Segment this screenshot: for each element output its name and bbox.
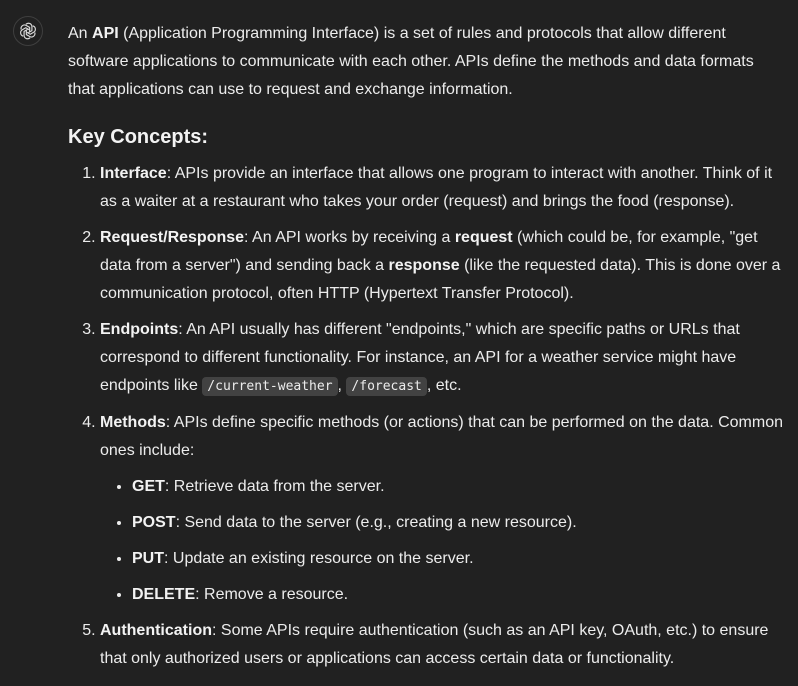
item-text: (which could be, for example, "get data from a server") and sending back a bbox=[100, 229, 758, 274]
method-name: POST bbox=[132, 514, 176, 531]
method-name: GET bbox=[132, 478, 165, 495]
intro-bold: API bbox=[92, 25, 119, 42]
method-desc: : Remove a resource. bbox=[195, 586, 349, 603]
method-desc: : Retrieve data from the server. bbox=[164, 478, 385, 495]
message-content bbox=[68, 20, 784, 681]
list-item-endpoints bbox=[100, 316, 784, 401]
intro-text-rest: (Application Programming Interface) is a set of rules and protocols that allow different software applications to communicate with each other. APIs define the methods and data formats that applications can use to request and exchange information. bbox=[68, 25, 754, 98]
method-item bbox=[132, 545, 784, 573]
methods-list bbox=[100, 473, 784, 609]
openai-logo-icon bbox=[18, 21, 38, 41]
item-text: : An API usually has different "endpoints," which are specific paths or URLs that correspond to different functionality. For instance, an API for a weather service might have endpoints like bbox=[100, 321, 740, 394]
method-name: DELETE bbox=[132, 586, 196, 603]
list-item-methods bbox=[100, 409, 784, 609]
method-item bbox=[132, 581, 784, 609]
list-item-interface bbox=[100, 160, 784, 216]
item-text: (like the requested data). This is done over a communication protocol, often HTTP (Hypertext Transfer Protocol). bbox=[100, 257, 781, 302]
section-heading: Key Concepts: bbox=[68, 126, 209, 148]
list-item-request-response bbox=[100, 224, 784, 308]
item-text: , etc. bbox=[426, 377, 462, 394]
concepts-list bbox=[68, 160, 784, 673]
item-bold: response bbox=[388, 257, 460, 274]
method-desc: : Send data to the server (e.g., creating a new resource). bbox=[175, 514, 577, 531]
inline-code: /forecast bbox=[346, 377, 426, 396]
item-text: : An API works by receiving a bbox=[244, 229, 455, 246]
intro-paragraph bbox=[68, 20, 784, 104]
method-item bbox=[132, 509, 784, 537]
assistant-avatar bbox=[13, 16, 43, 46]
item-text: : APIs provide an interface that allows one program to interact with another. Think of it as a waiter at a restaurant who takes your order (request) and brings the food (response). bbox=[100, 165, 773, 210]
method-item bbox=[132, 473, 784, 501]
item-text: : Some APIs require authentication (such as an API key, OAuth, etc.) to ensure that only authorized users or applications can access certain data or functionality. bbox=[100, 622, 769, 667]
list-item-authentication bbox=[100, 617, 784, 673]
intro-text: An bbox=[68, 25, 93, 42]
item-title: Request/Response bbox=[100, 229, 245, 246]
item-title: Endpoints bbox=[100, 321, 179, 338]
item-bold: request bbox=[454, 229, 513, 246]
inline-code: /current-weather bbox=[202, 377, 337, 396]
item-title: Methods bbox=[100, 414, 166, 431]
item-text: : APIs define specific methods (or actions) that can be performed on the data. Common ones include: bbox=[100, 414, 783, 459]
method-name: PUT bbox=[132, 550, 164, 567]
item-text: , bbox=[337, 377, 347, 394]
item-title: Authentication bbox=[100, 622, 212, 639]
item-title: Interface bbox=[100, 165, 167, 182]
method-desc: : Update an existing resource on the server. bbox=[164, 550, 474, 567]
